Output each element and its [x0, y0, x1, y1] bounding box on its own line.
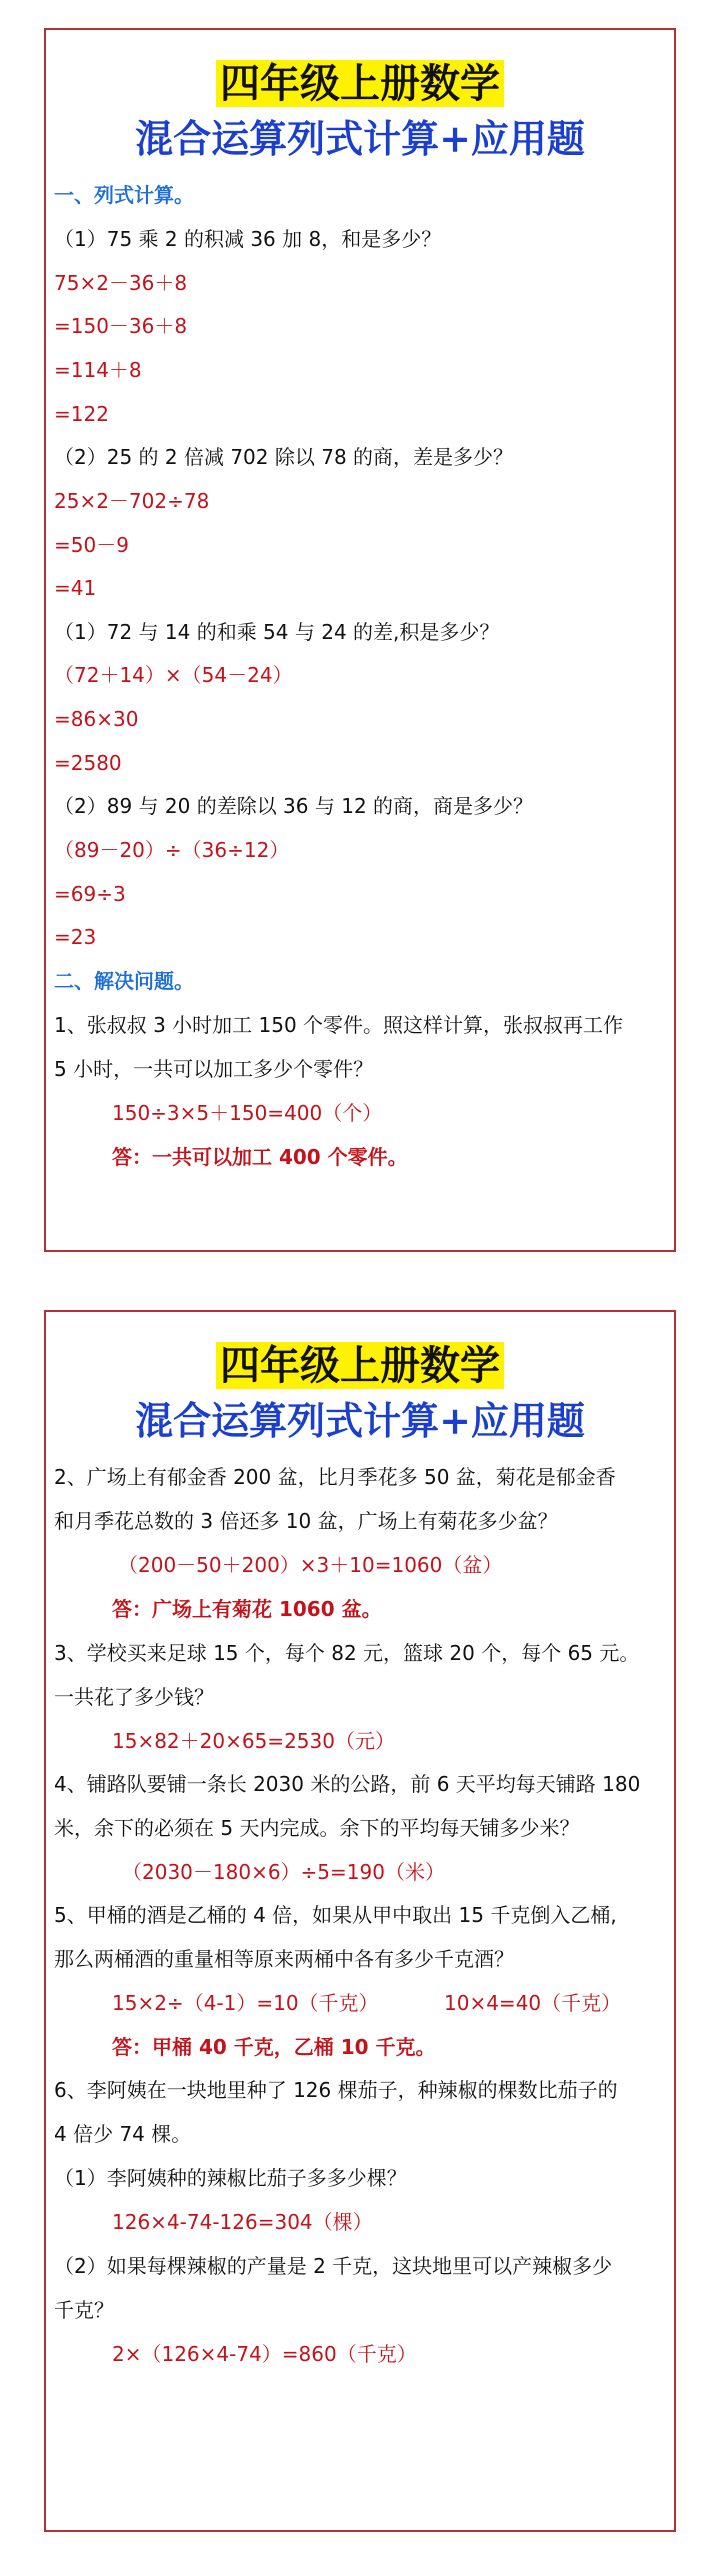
- q2-step-1: 25×2－702÷78: [54, 489, 210, 513]
- problem-3-calc: 15×82＋20×65=2530（元）: [112, 1729, 395, 1753]
- q2-step-3: =41: [54, 576, 97, 600]
- card1-title-text: 四年级上册数学: [216, 60, 504, 107]
- problem-5-calc-1: 15×2÷（4-1）=10（千克）: [112, 1991, 379, 2015]
- problem-6-question-2-line-1: （2）如果每棵辣椒的产量是 2 千克，这块地里可以产辣椒多少: [54, 2254, 613, 2278]
- q2-step-2: =50－9: [54, 533, 129, 557]
- q3-step-3: =2580: [54, 751, 122, 775]
- card1-title: [46, 52, 674, 109]
- problem-6-q1-calc: 126×4-74-126=304（棵）: [112, 2210, 373, 2234]
- problem-5-calc-2: 10×4=40（千克）: [444, 1991, 622, 2015]
- card1-subtitle: 混合运算列式计算+应用题: [135, 116, 585, 161]
- q1-step-1: 75×2－36＋8: [54, 271, 188, 295]
- problem-1-answer: 答：一共可以加工 400 个零件。: [112, 1145, 408, 1169]
- problem-3-line-1: 3、学校买来足球 15 个，每个 82 元，篮球 20 个，每个 65 元。: [54, 1641, 640, 1665]
- q1-step-4: =122: [54, 402, 109, 426]
- problem-5-line-2: 那么两桶酒的重量相等原来两桶中各有多少千克酒？: [54, 1947, 514, 1971]
- q1-step-3: =114＋8: [54, 358, 142, 382]
- problem-2-answer: 答：广场上有菊花 1060 盆。: [112, 1597, 382, 1621]
- problem-4-line-2: 米，余下的必须在 5 天内完成。余下的平均每天铺多少米？: [54, 1816, 580, 1840]
- problem-1-calc: 150÷3×5＋150=400（个）: [112, 1101, 383, 1125]
- question-4: （2）89 与 20 的差除以 36 与 12 的商，商是多少？: [54, 794, 534, 818]
- question-3: （1）72 与 14 的和乘 54 与 24 的差,积是多少？: [54, 620, 500, 644]
- q4-step-1: （89－20）÷（36÷12）: [54, 838, 290, 862]
- q3-step-1: （72＋14）×（54－24）: [54, 663, 293, 687]
- q4-step-3: =23: [54, 925, 97, 949]
- q4-step-2: =69÷3: [54, 882, 126, 906]
- problem-5-answer: 答：甲桶 40 千克，乙桶 10 千克。: [112, 2035, 436, 2059]
- section-heading-2: 二、解决问题。: [54, 969, 194, 993]
- problem-2-line-1: 2、广场上有郁金香 200 盆，比月季花多 50 盆，菊花是郁金香: [54, 1465, 616, 1489]
- problem-4-line-1: 4、铺路队要铺一条长 2030 米的公路，前 6 天平均每天铺路 180: [54, 1772, 641, 1796]
- section-heading-1: 一、列式计算。: [54, 183, 194, 207]
- problem-6-question-2-line-2: 千克？: [54, 2298, 114, 2322]
- q1-step-2: =150－36＋8: [54, 314, 188, 338]
- problem-6-line-1: 6、李阿姨在一块地里种了 126 棵茄子，种辣椒的棵数比茄子的: [54, 2078, 618, 2102]
- q3-step-2: =86×30: [54, 707, 139, 731]
- card2-subtitle: 混合运算列式计算+应用题: [135, 1398, 585, 1443]
- problem-5-line-1: 5、甲桶的酒是乙桶的 4 倍，如果从甲中取出 15 千克倒入乙桶,: [54, 1903, 617, 1927]
- worksheet-card-2: [44, 1310, 676, 2532]
- card2-title-text: 四年级上册数学: [216, 1342, 504, 1389]
- problem-2-calc: （200－50＋200）×3＋10=1060（盆）: [118, 1553, 503, 1577]
- problem-1-line-2: 5 小时，一共可以加工多少个零件？: [54, 1057, 374, 1081]
- question-2: （2）25 的 2 倍减 702 除以 78 的商，差是多少？: [54, 445, 514, 469]
- problem-4-calc: （2030－180×6）÷5=190（米）: [122, 1860, 445, 1884]
- problem-3-line-2: 一共花了多少钱？: [54, 1685, 214, 1709]
- problem-1-line-1: 1、张叔叔 3 小时加工 150 个零件。照这样计算，张叔叔再工作: [54, 1013, 624, 1037]
- problem-6-question-1: （1）李阿姨种的辣椒比茄子多多少棵？: [54, 2166, 407, 2190]
- problem-6-q2-calc: 2×（126×4-74）=860（千克）: [112, 2342, 417, 2366]
- question-1: （1）75 乘 2 的积减 36 加 8，和是多少？: [54, 227, 442, 251]
- problem-2-line-2: 和月季花总数的 3 倍还多 10 盆，广场上有菊花多少盆？: [54, 1509, 558, 1533]
- worksheet-card-1: [44, 28, 676, 1252]
- card2-title: [46, 1334, 674, 1391]
- problem-6-line-2: 4 倍少 74 棵。: [54, 2122, 192, 2146]
